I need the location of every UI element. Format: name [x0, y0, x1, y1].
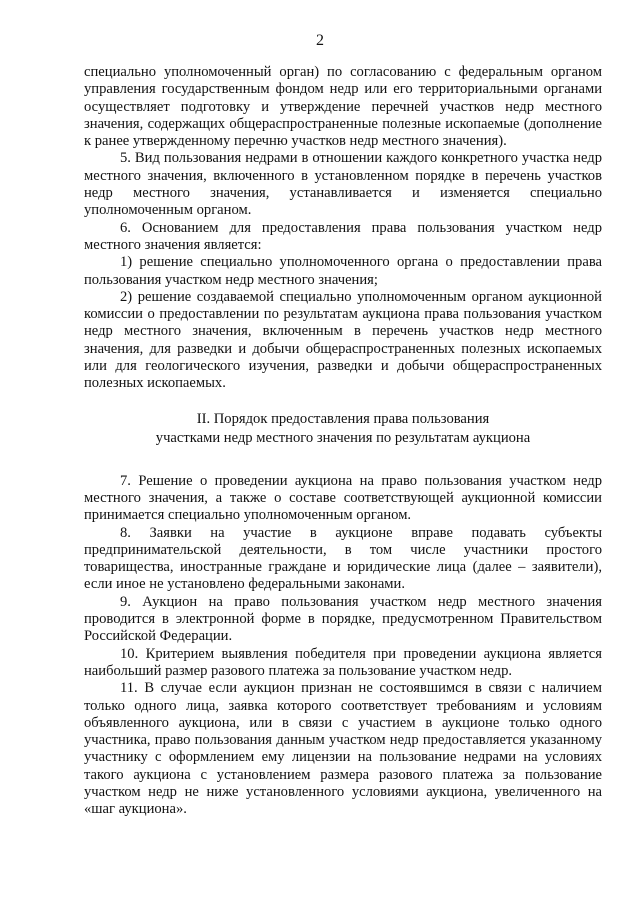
section-heading-line-2: участками недр местного значения по результатам аукциона: [155, 430, 531, 447]
section-heading-line-1: II. Порядок предоставления права пользования: [196, 410, 490, 427]
paragraph-6-item-1: 1) решение специально уполномоченного органа о предоставлении права пользования участком недр местного значения;: [84, 254, 602, 288]
section-heading: [84, 410, 602, 449]
page-number: 2: [316, 32, 324, 49]
paragraph-9: 9. Аукцион на право пользования участком недр местного значения проводится в электронной форме в порядке, предусмотренном Правительством Российской Федерации.: [84, 593, 602, 645]
paragraph-11: 11. В случае если аукцион признан не состоявшимся в связи с наличием только одного лица, заявка которого соответствует требованиям и условиям объявленного аукциона, или в связи с участием в аукционе только одного участника, право пользования данным участком недр предоставляется указанному участнику с оформлением ему лицензии на пользование недрами на условиях такого аукциона с установлением размера разового платежа за пользование участком недр не ниже установленного условиями аукциона, увеличенного на «шаг аукциона».: [84, 680, 602, 818]
paragraph-6: 6. Основанием для предоставления права пользования участком недр местного значения является:: [84, 219, 602, 253]
paragraph-7: 7. Решение о проведении аукциона на право пользования участком недр местного значения, а также о составе соответствующей аукционной комиссии принимается специально уполномоченным органом.: [84, 472, 602, 524]
paragraph-10: 10. Критерием выявления победителя при проведении аукциона является наибольший размер разового платежа за пользование участком недр.: [84, 645, 602, 679]
document-body: [84, 64, 602, 819]
paragraph-continuation: специально уполномоченный орган) по согласованию с федеральным органом управления государственным фондом недр или его территориальными органами осуществляет подготовку и утверждение перечней участков недр местного значения, содержащих общераспространенные полезные ископаемые (дополнение к ранее утвержденному перечню участков недр местного значения).: [84, 64, 602, 150]
paragraph-8: 8. Заявки на участие в аукционе вправе подавать субъекты предпринимательской деятельности, в том числе участники простого товарищества, иностранные граждане и юридические лица (далее – заявители), если иное не установлено федеральными законами.: [84, 524, 602, 593]
paragraph-5: 5. Вид пользования недрами в отношении каждого конкретного участка недр местного значения, включенного в установленном порядке в перечень участков недр местного значения, устанавливается и изменяется специально уполномоченным органом.: [84, 150, 602, 219]
paragraph-6-item-2: 2) решение создаваемой специально уполномоченным органом аукционной комиссии о предоставлении по результатам аукциона права пользования участком недр местного значения, включенным в перечень участков недр местного значения, для разведки и добычи общераспространенных полезных ископаемых или для геологического изучения, разведки и добычи общераспространенных полезных ископаемых.: [84, 288, 602, 392]
